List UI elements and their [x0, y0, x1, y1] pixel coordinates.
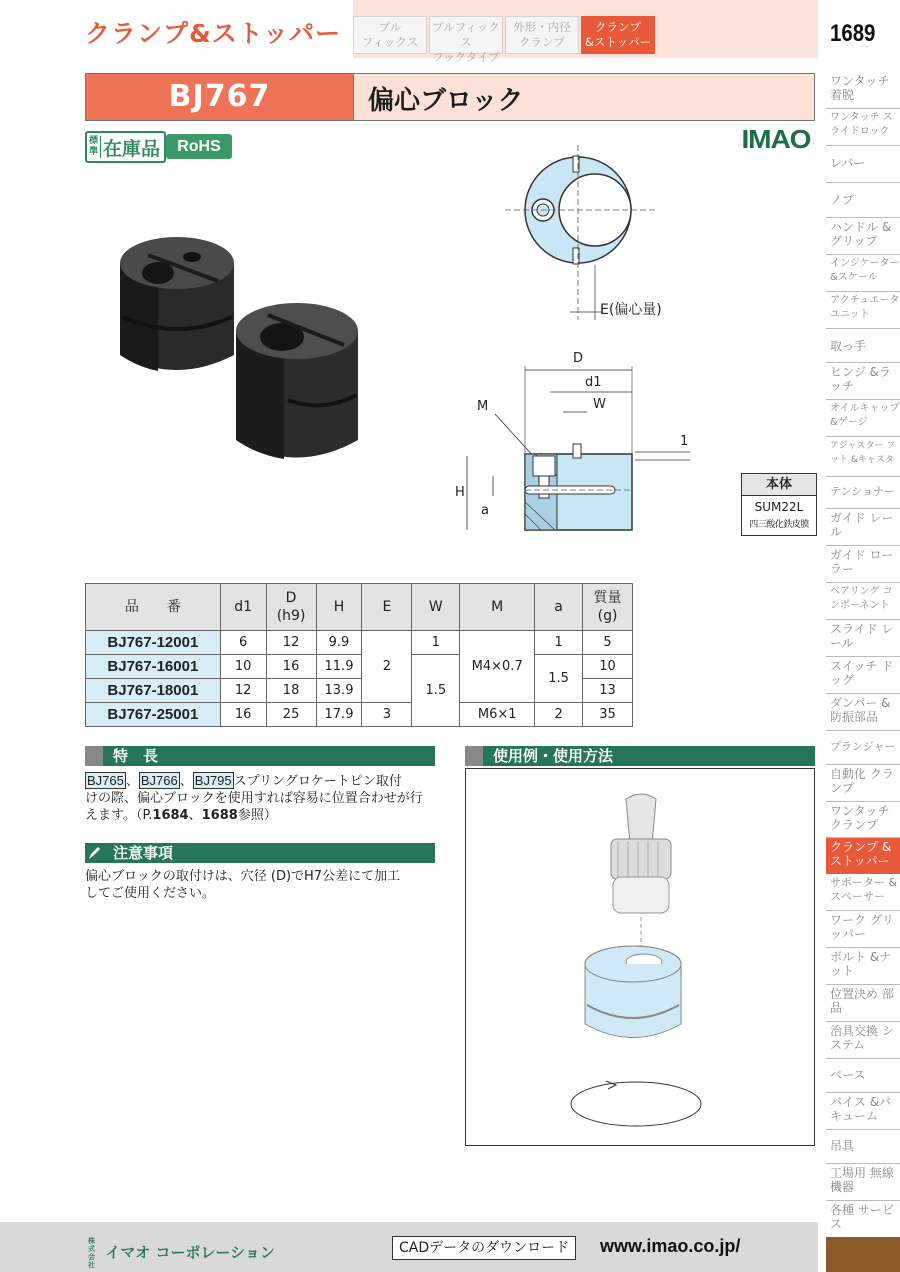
- ref-link-bj766[interactable]: BJ766: [140, 773, 178, 788]
- side-item-vise-vacuum[interactable]: バイス &バキューム: [826, 1093, 900, 1130]
- cell-D: 12: [266, 631, 316, 655]
- cell-d1: 12: [220, 679, 266, 703]
- website-link[interactable]: www.imao.co.jp/: [600, 1236, 741, 1256]
- rohs-badge: RoHS: [166, 134, 232, 159]
- header-W: W: [412, 584, 460, 631]
- side-item-jig-change[interactable]: 治具交換 システム: [826, 1022, 900, 1059]
- side-item-guide-rail[interactable]: ガイド レール: [826, 509, 900, 546]
- product-photo: [108, 235, 388, 475]
- tab-clamp-stopper[interactable]: クランプ &ストッパー: [581, 16, 655, 54]
- dim-one: 1: [680, 434, 689, 449]
- page-number: 1689: [830, 20, 876, 47]
- cad-download-button[interactable]: CADデータのダウンロード: [392, 1236, 576, 1260]
- corp-type: 株式会社: [88, 1237, 95, 1269]
- side-item-bearing[interactable]: ベアリング コンポーネント: [826, 583, 900, 620]
- cell-D: 16: [266, 655, 316, 679]
- cell-H: 13.9: [316, 679, 362, 703]
- side-item-indicator-scale[interactable]: インジケーター &スケール: [826, 255, 900, 292]
- part-number: BJ767-25001: [86, 703, 221, 727]
- material-spec-box: [741, 473, 817, 536]
- surface-finish: 四三酸化鉄皮膜: [749, 520, 809, 530]
- cell-H: 17.9: [316, 703, 362, 727]
- top-header: [0, 0, 818, 64]
- side-item-base[interactable]: ベース: [826, 1059, 900, 1093]
- side-item-plunger[interactable]: プランジャー: [826, 731, 900, 765]
- cell-mass: 13: [583, 679, 633, 703]
- material-name: SUM22L: [754, 500, 804, 514]
- usage-header: 使用例・使用方法: [465, 746, 815, 766]
- side-item-switch-dog[interactable]: スイッチ ドッグ: [826, 657, 900, 694]
- tab-pull-fix[interactable]: プル フィックス: [353, 16, 427, 54]
- cell-M: M6×1: [460, 703, 535, 727]
- header-M: M: [460, 584, 535, 631]
- side-item-onetouch-detach[interactable]: ワンタッチ 着脱: [826, 72, 900, 109]
- caution-text: 偏心ブロックの取付けは、穴径 (D)でH7公差にて加工 してご使用ください。: [85, 869, 401, 901]
- header-mass: 質量 (g): [583, 584, 633, 631]
- part-number: BJ767-12001: [86, 631, 221, 655]
- header-D: D (h9): [266, 584, 316, 631]
- cell-W: 1.5: [412, 655, 460, 727]
- tab-outer-inner-clamp[interactable]: 外形・内径 クランプ: [505, 16, 579, 54]
- side-item-work-gripper[interactable]: ワーク グリッパー: [826, 911, 900, 948]
- features-header: 特 長: [85, 746, 435, 766]
- cell-a: 2: [535, 703, 583, 727]
- ref-link-bj795[interactable]: BJ795: [194, 773, 232, 788]
- side-item-wireless[interactable]: 工場用 無線機器: [826, 1164, 900, 1201]
- eccentric-label: E(偏心量): [600, 302, 662, 318]
- cell-H: 9.9: [316, 631, 362, 655]
- side-item-tensioner[interactable]: テンショナー: [826, 477, 900, 509]
- side-index-bottom-tab: [826, 1237, 900, 1272]
- side-item-supporter-spacer[interactable]: サポーター &スペーサー: [826, 874, 900, 911]
- side-item-onetouch-slidelock[interactable]: ワンタッチ スライドロック: [826, 109, 900, 146]
- footer: [0, 1222, 818, 1272]
- page-ref-1688[interactable]: 1688: [201, 808, 238, 823]
- header-part: 品 番: [86, 584, 221, 631]
- dim-W: W: [593, 397, 606, 412]
- cell-D: 25: [266, 703, 316, 727]
- side-item-lever[interactable]: レバー: [826, 146, 900, 183]
- table-row: [86, 631, 633, 655]
- cell-E: 3: [362, 703, 412, 727]
- product-name: 偏心ブロック: [368, 86, 524, 116]
- side-item-knob[interactable]: ノブ: [826, 183, 900, 218]
- section-marker: [465, 746, 483, 766]
- cell-d1: 16: [220, 703, 266, 727]
- cell-d1: 6: [220, 631, 266, 655]
- side-item-damper[interactable]: ダンパー &防振部品: [826, 694, 900, 731]
- cell-E: 2: [362, 631, 412, 703]
- header-a: a: [535, 584, 583, 631]
- side-item-positioning[interactable]: 位置決め 部品: [826, 985, 900, 1022]
- stock-badge-label: 在庫品: [103, 137, 161, 160]
- part-number: BJ767-16001: [86, 655, 221, 679]
- technical-drawing: [455, 130, 715, 560]
- side-item-onetouch-clamp[interactable]: ワンタッチ クランプ: [826, 802, 900, 838]
- features-text: BJ765 、 BJ766 、 BJ795 スプリングロケートピン取付 けの際、偏心ブロックを使用すれば容易に位置合わせが行 えます。（P.1684、1688参照）: [85, 773, 423, 823]
- cell-D: 18: [266, 679, 316, 703]
- caution-header: 注意事項: [85, 843, 435, 863]
- category-tabs: [353, 0, 818, 64]
- cell-d1: 10: [220, 655, 266, 679]
- cell-mass: 10: [583, 655, 633, 679]
- header-H: H: [316, 584, 362, 631]
- stock-badge-standard: 標準: [87, 136, 101, 158]
- side-item-oilcap-gauge[interactable]: オイルキャップ &ゲージ: [826, 400, 900, 437]
- material-spec-header: 本体: [742, 474, 816, 496]
- tab-pull-fix-hook[interactable]: プルフィックス フックタイプ: [429, 16, 503, 54]
- side-item-pull-handle[interactable]: 取っ手: [826, 329, 900, 363]
- dim-a: a: [481, 503, 489, 518]
- cell-mass: 35: [583, 703, 633, 727]
- corp-name: イマオ コーポレーション: [105, 1243, 275, 1262]
- cell-H: 11.9: [316, 655, 362, 679]
- header-d1: d1: [220, 584, 266, 631]
- imao-logo: IMAO: [741, 124, 811, 154]
- cell-mass: 5: [583, 631, 633, 655]
- stock-badge: [85, 131, 166, 163]
- side-item-slide-rail[interactable]: スライド レール: [826, 620, 900, 657]
- side-item-auto-clamp[interactable]: 自動化 クランプ: [826, 765, 900, 802]
- usage-illustration-box: [465, 768, 815, 1146]
- part-number: BJ767-18001: [86, 679, 221, 703]
- product-title-bar: [85, 73, 815, 121]
- table-header-row: [86, 584, 633, 631]
- dim-d1: d1: [585, 375, 602, 390]
- cell-M: M4×0.7: [460, 631, 535, 703]
- spec-table: [85, 583, 633, 727]
- side-item-lifting[interactable]: 吊具: [826, 1130, 900, 1164]
- cell-a: 1.5: [535, 655, 583, 703]
- pencil-icon: [85, 843, 103, 863]
- table-row: [86, 655, 633, 679]
- side-item-bolt-nut[interactable]: ボルト &ナット: [826, 948, 900, 985]
- ref-link-bj765[interactable]: BJ765: [87, 773, 124, 788]
- corp-logo: [88, 1237, 275, 1269]
- section-marker: [85, 746, 103, 766]
- side-item-hinge-latch[interactable]: ヒンジ &ラッチ: [826, 363, 900, 400]
- side-item-handle-grip[interactable]: ハンドル &グリップ: [826, 218, 900, 255]
- side-item-services[interactable]: 各種 サービス: [830, 1203, 894, 1231]
- side-item-guide-roller[interactable]: ガイド ローラー: [826, 546, 900, 583]
- dim-H: H: [455, 485, 465, 500]
- side-item-adjuster-foot[interactable]: アジャスター フット &キャスタ: [826, 437, 900, 477]
- side-item-clamp-stopper[interactable]: クランプ &ストッパー: [826, 838, 900, 874]
- header-E: E: [362, 584, 412, 631]
- cell-a: 1: [535, 631, 583, 655]
- cell-W: 1: [412, 631, 460, 655]
- side-item-actuator-unit[interactable]: アクチュエータ ユニット: [826, 292, 900, 329]
- table-row: [86, 703, 633, 727]
- product-code: BJ767: [86, 74, 354, 120]
- dim-M: M: [477, 399, 489, 414]
- dim-D: D: [573, 351, 584, 366]
- category-title: クランプ&ストッパー: [85, 19, 342, 48]
- page-ref-1684[interactable]: 1684: [152, 808, 189, 823]
- usage-illustration: [466, 769, 816, 1147]
